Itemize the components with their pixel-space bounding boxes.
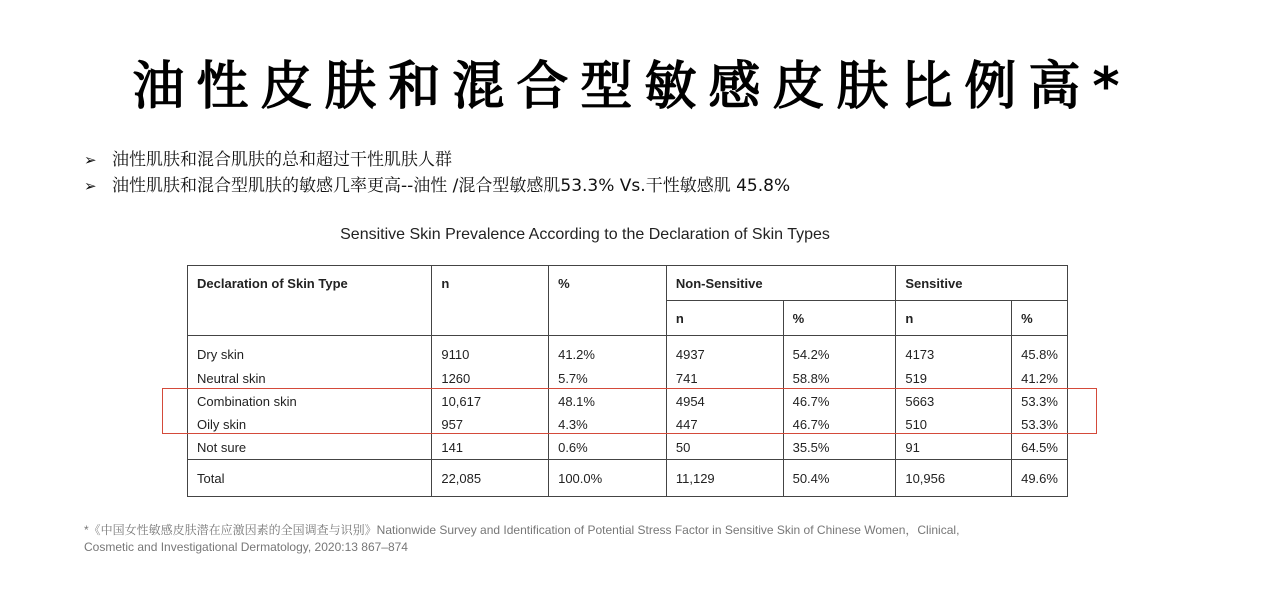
footnote xyxy=(84,522,959,556)
header-sensitive: Sensitive xyxy=(896,266,1068,301)
cell-type: Neutral skin xyxy=(188,367,432,390)
page-title: 油性皮肤和混合型敏感皮肤比例高* xyxy=(132,57,1132,117)
cell-n: 1260 xyxy=(432,367,549,390)
cell-s-pct: 53.3% xyxy=(1012,390,1068,413)
cell-n: 9110 xyxy=(432,336,549,368)
cell-type: Combination skin xyxy=(188,390,432,413)
cell-ns-n: 50 xyxy=(666,436,783,460)
cell-s-n: 510 xyxy=(896,413,1012,436)
table-row xyxy=(188,336,1068,368)
cell-s-n: 519 xyxy=(896,367,1012,390)
cell-s-pct: 64.5% xyxy=(1012,436,1068,460)
table-header-row xyxy=(188,266,1068,301)
cell-ns-n: 741 xyxy=(666,367,783,390)
cell-ns-n: 11,129 xyxy=(666,460,783,497)
cell-ns-n: 447 xyxy=(666,413,783,436)
header-pct: % xyxy=(549,266,667,301)
cell-ns-pct: 54.2% xyxy=(783,336,896,368)
cell-pct: 48.1% xyxy=(549,390,667,413)
cell-ns-pct: 35.5% xyxy=(783,436,896,460)
cell-pct: 41.2% xyxy=(549,336,667,368)
cell-ns-pct: 46.7% xyxy=(783,390,896,413)
bullet-list xyxy=(84,147,790,199)
table-row xyxy=(188,436,1068,460)
header-skin-type: Declaration of Skin Type xyxy=(188,266,432,301)
cell-s-n: 5663 xyxy=(896,390,1012,413)
arrow-bullet-icon: ➢ xyxy=(84,151,97,169)
cell-s-n: 4173 xyxy=(896,336,1012,368)
cell-s-pct: 45.8% xyxy=(1012,336,1068,368)
cell-pct: 0.6% xyxy=(549,436,667,460)
cell-s-n: 10,956 xyxy=(896,460,1012,497)
cell-s-n: 91 xyxy=(896,436,1012,460)
subheader-ns-pct: % xyxy=(783,301,896,336)
bullet-item xyxy=(84,173,790,199)
table-row xyxy=(188,367,1068,390)
cell-ns-pct: 58.8% xyxy=(783,367,896,390)
cell-s-pct: 41.2% xyxy=(1012,367,1068,390)
cell-type: Oily skin xyxy=(188,413,432,436)
subheader-s-pct: % xyxy=(1012,301,1068,336)
cell-pct: 4.3% xyxy=(549,413,667,436)
cell-n: 957 xyxy=(432,413,549,436)
cell-type: Total xyxy=(188,460,432,497)
skin-type-table xyxy=(187,265,1068,497)
cell-s-pct: 53.3% xyxy=(1012,413,1068,436)
header-n: n xyxy=(432,266,549,301)
bullet-text: 油性肌肤和混合型肌肤的敏感几率更高--油性 /混合型敏感肌53.3% Vs.干性敏感肌 45.8% xyxy=(112,176,791,196)
header-non-sensitive: Non-Sensitive xyxy=(666,266,895,301)
footnote-line: Cosmetic and Investigational Dermatology, 2020:13 867–874 xyxy=(84,540,408,554)
bullet-item xyxy=(84,147,790,173)
cell-s-pct: 49.6% xyxy=(1012,460,1068,497)
cell-n: 10,617 xyxy=(432,390,549,413)
cell-type: Not sure xyxy=(188,436,432,460)
cell-pct: 5.7% xyxy=(549,367,667,390)
cell-n: 141 xyxy=(432,436,549,460)
subheader-ns-n: n xyxy=(666,301,783,336)
table-subheader-row xyxy=(188,301,1068,336)
cell-ns-pct: 46.7% xyxy=(783,413,896,436)
cell-type: Dry skin xyxy=(188,336,432,368)
cell-ns-n: 4937 xyxy=(666,336,783,368)
subheader-s-n: n xyxy=(896,301,1012,336)
cell-ns-n: 4954 xyxy=(666,390,783,413)
bullet-text: 油性肌肤和混合肌肤的总和超过干性肌肤人群 xyxy=(112,150,452,170)
table-caption: Sensitive Skin Prevalence According to the Declaration of Skin Types xyxy=(340,226,830,243)
arrow-bullet-icon: ➢ xyxy=(84,177,97,195)
table-total-row xyxy=(188,460,1068,497)
cell-n: 22,085 xyxy=(432,460,549,497)
cell-pct: 100.0% xyxy=(549,460,667,497)
highlight-box xyxy=(162,388,1097,434)
footnote-line: *《中国女性敏感皮肤潜在应激因素的全国调查与识别》Nationwide Survey and Identification of Potential Stress Factor in Sensitive Skin of Chinese Women，Clinical, xyxy=(84,523,960,537)
cell-ns-pct: 50.4% xyxy=(783,460,896,497)
